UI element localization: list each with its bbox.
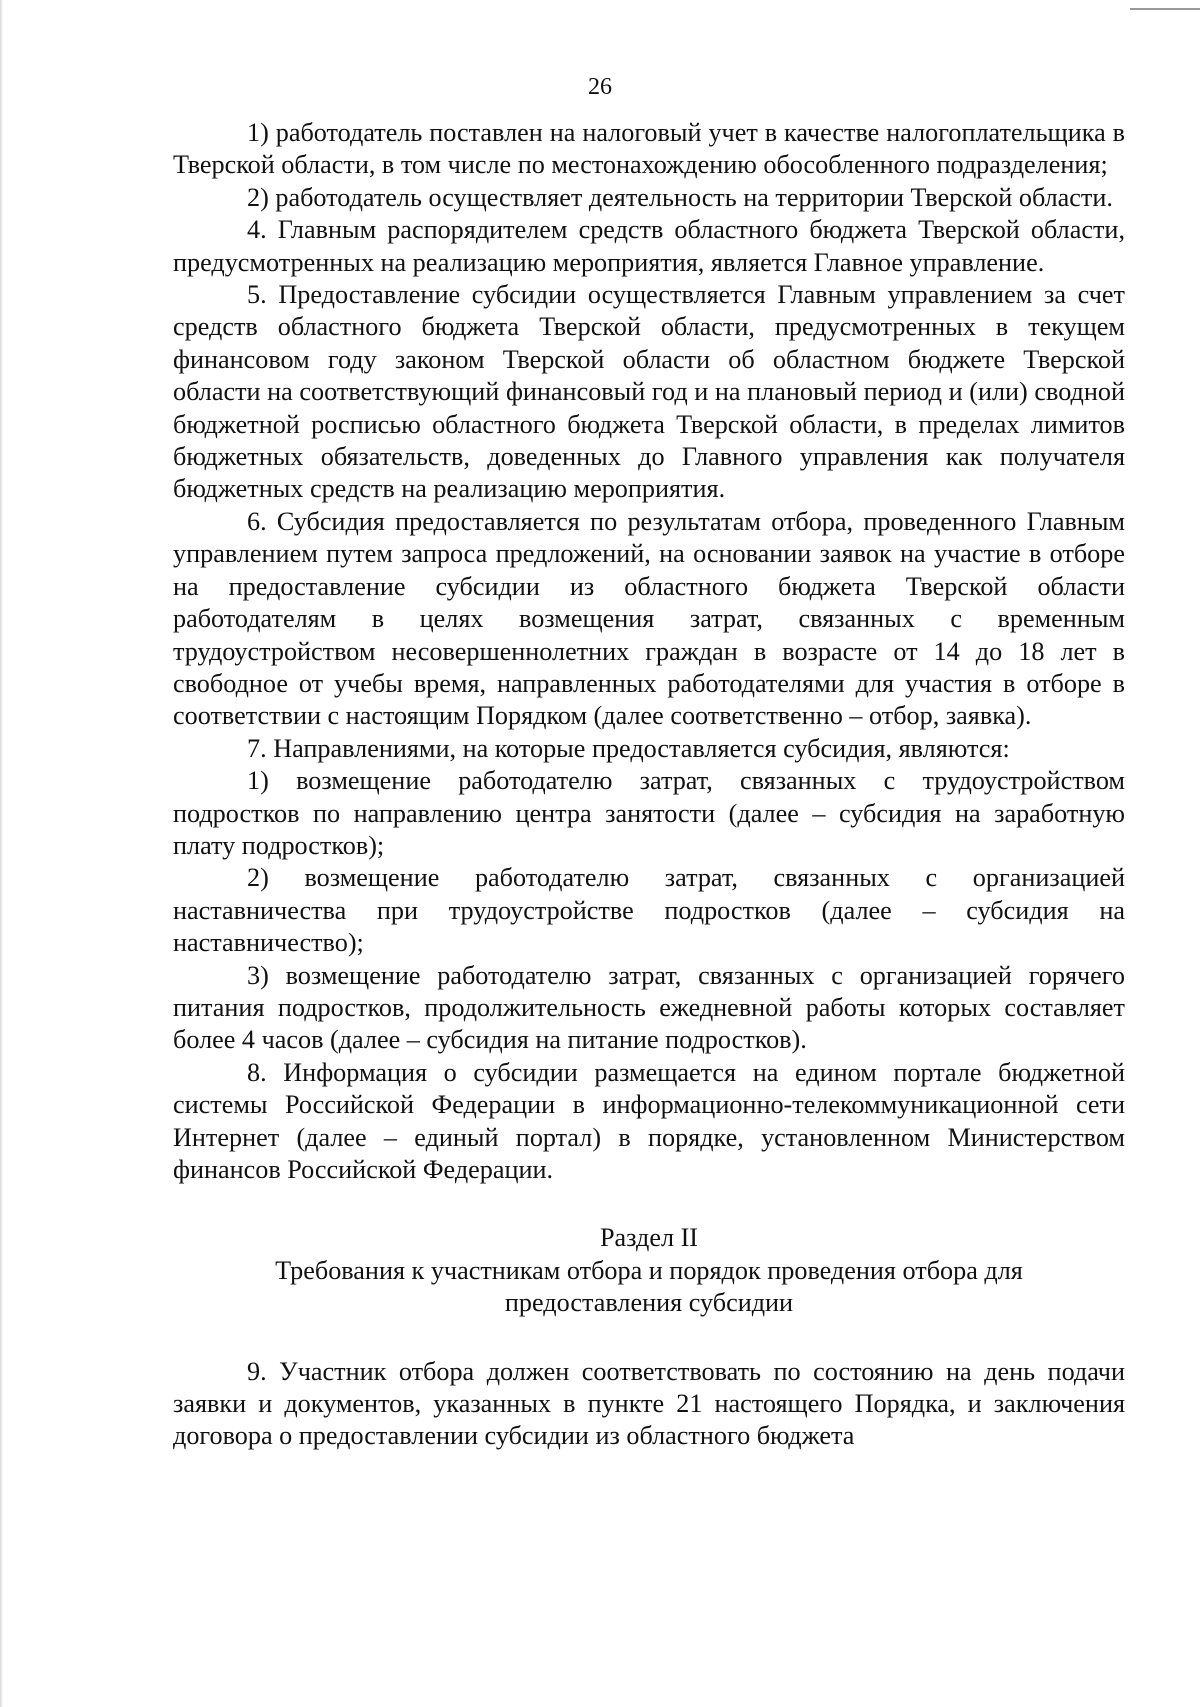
paragraph: 1) работодатель поставлен на налоговый учет в качестве налогоплательщика в Тверской области, в том числе по местонахождению обособленного подразделения; xyxy=(173,118,1125,180)
scan-edge xyxy=(0,0,3,1707)
paragraph: 3) возмещение работодателю затрат, связанных с организацией горячего питания подростков, продолжительность ежедневной работы которых составляет более 4 часов (далее – субсидия на питание подростков). xyxy=(173,960,1125,1055)
section-subtitle: Требования к участникам отбора и порядок проведения отбора для предоставления субсидии xyxy=(275,1255,1023,1318)
paragraph: 4. Главным распорядителем средств областного бюджета Тверской области, предусмотренных на реализацию мероприятия, является Главное управление. xyxy=(173,215,1125,277)
scan-mark xyxy=(1130,8,1200,10)
paragraph: 1) возмещение работодателю затрат, связанных с трудоустройством подростков по направлению центра занятости (далее – субсидия на заработную плату подростков); xyxy=(173,766,1125,860)
section-title: Раздел II xyxy=(599,1223,699,1253)
paragraph: 5. Предоставление субсидии осуществляется Главным управлением за счет средств областного бюджета Тверской области, предусмотренных в текущем финансовом году законом Тверской области об областном бюджете Тверской области на соответствующий финансовый год и на плановый период и (или) сводной бюджетной росписью областного бюджета Тверской области, в пределах лимитов бюджетных обязательств, доведенных до Главного управления как получателя бюджетных средств на реализацию мероприятия. xyxy=(173,280,1125,504)
paragraph: 7. Направлениями, на которые предоставляется субсидия, являются: xyxy=(247,733,1010,763)
section-body xyxy=(173,1356,1125,1453)
paragraph: 9. Участник отбора должен соответствовать по состоянию на день подачи заявки и документов, указанных в пункте 21 настоящего Порядка, и заключения договора о предоставлении субсидии из областного бюджета xyxy=(173,1356,1125,1451)
paragraph: 2) возмещение работодателю затрат, связанных с организацией наставничества при трудоустройстве подростков (далее – субсидия на наставничество); xyxy=(173,863,1125,958)
paragraph: 2) работодатель осуществляет деятельность на территории Тверской области. xyxy=(247,182,1113,212)
document-body xyxy=(173,117,1125,1453)
paragraph: 8. Информация о субсидии размещается на едином портале бюджетной системы Российской Федерации в информационно-телекоммуникационной сети Интернет (далее – единый портал) в порядке, установленном Министерством финансов Российской Федерации. xyxy=(173,1057,1125,1184)
section-heading xyxy=(173,1222,1125,1319)
paragraph: 6. Субсидия предоставляется по результатам отбора, проведенного Главным управлением путем запроса предложений, на основании заявок на участие в отборе на предоставление субсидии из областного бюджета Тверской области работодателям в целях возмещения затрат, связанных с временным трудоустройством несовершеннолетних граждан в возрасте от 14 до 18 лет в свободное от учебы время, направленных работодателями для участия в отборе в соответствии с настоящим Порядком (далее соответственно – отбор, заявка). xyxy=(173,506,1125,731)
page-number: 26 xyxy=(588,74,612,100)
